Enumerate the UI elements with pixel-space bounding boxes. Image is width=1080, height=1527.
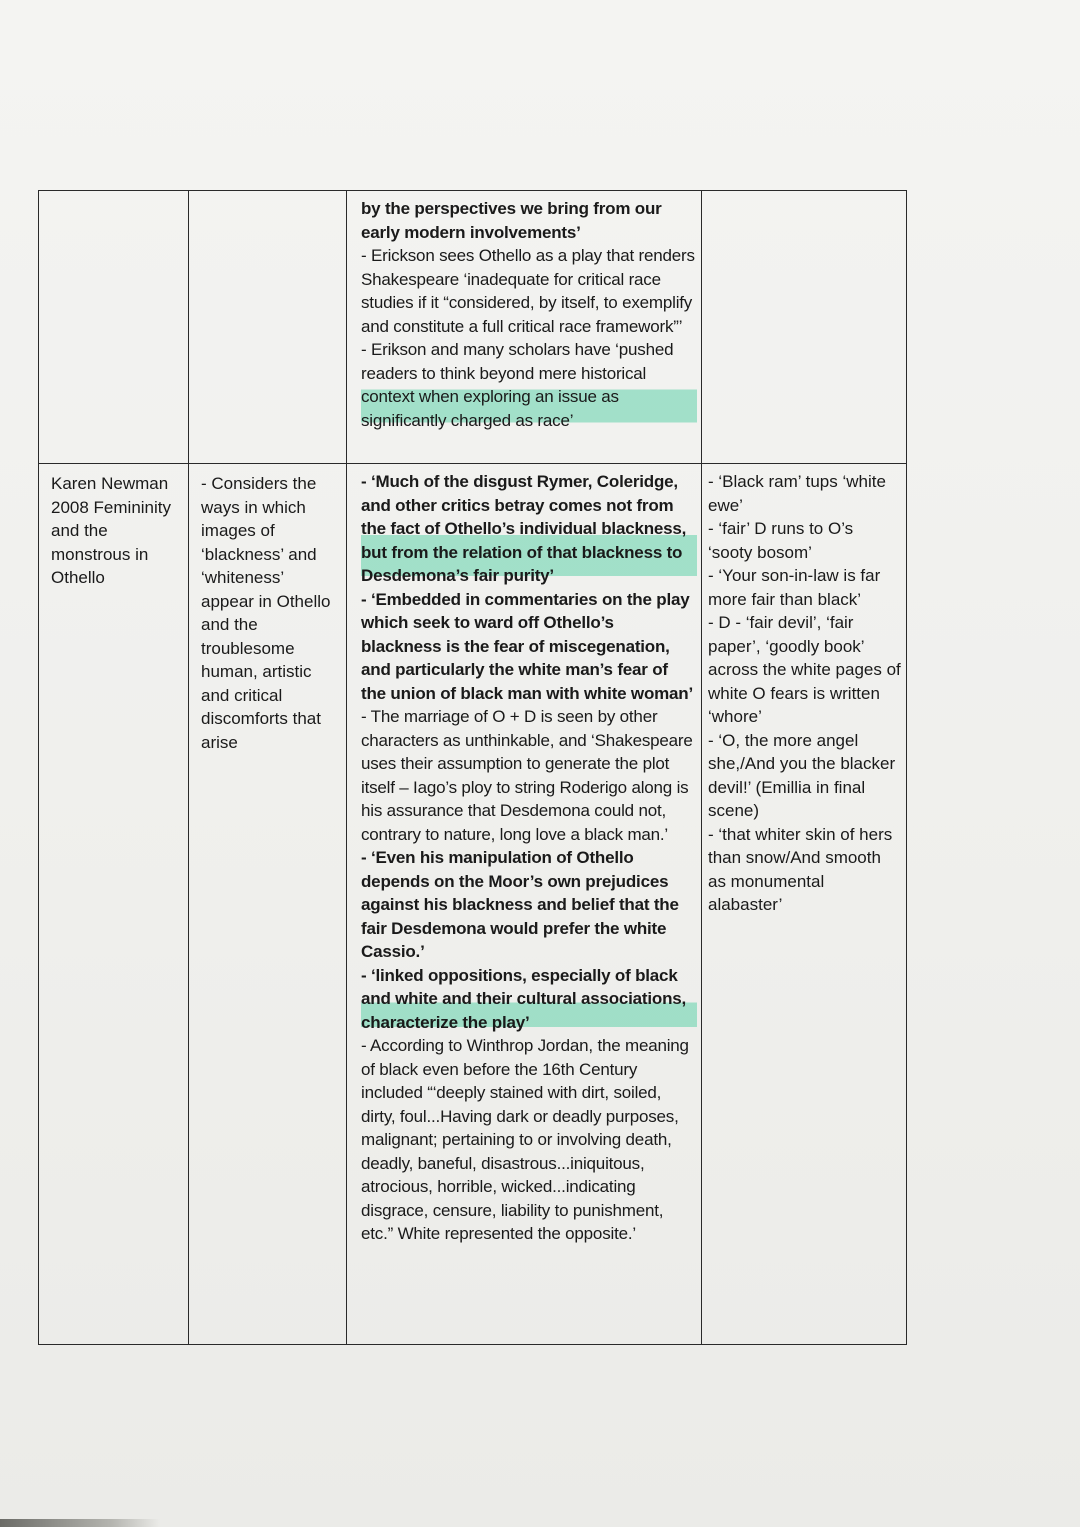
page-edge-shadow [0, 1519, 160, 1527]
quote-line: by the perspectives we bring from our early modern involvements’ [361, 199, 662, 242]
evidence-line: - ‘Black ram’ tups ‘white ewe’ [708, 472, 886, 515]
quote-line: - ‘Much of the disgust Rymer, Coleridge, and other critics betray comes not from the fact of Othello’s individual blackness, but from the relation of that blackness to Desdemona’s fair purity’ [361, 470, 697, 588]
quote-line: - ‘Embedded in commentaries on the play which seek to ward off Othello’s blackness is the fear of miscegenation, and particularly the white man’s fear of the union of black man with white woman’ [361, 589, 694, 703]
quote-line: - According to Winthrop Jordan, the meaning of black even before the 16th Century included “‘deeply stained with dirt, soiled, dirty, foul...Having dark or deadly purposes, malignant; pertaining to or involving death, deadly, baneful, disastrous...iniquitous, atrocious, horrible, wicked...indicating disgrace, censure, liability to punishment, etc.” White represented the opposite.’ [361, 1036, 689, 1243]
evidence-line: - ‘Your son-in-law is far more fair than black’ [708, 566, 881, 609]
summary-cell [189, 464, 347, 1345]
quote-line: - Erickson sees Othello as a play that renders Shakespeare ‘inadequate for critical race studies if it “considered, by itself, to exemplify and constitute a full critical race framework”’ [361, 246, 695, 336]
table-row-continuation [39, 191, 907, 464]
critic-name: Karen Newman 2008 Femininity and the monstrous in Othello [51, 474, 172, 587]
critic-cell [39, 464, 189, 1345]
evidence-cell-empty [702, 191, 907, 464]
quote-line: - ‘linked oppositions, especially of black and white and their cultural associations, characterize the play’ [361, 964, 697, 1035]
critic-cell-empty [39, 191, 189, 464]
table-row-newman [39, 464, 907, 1345]
evidence-line: - D - ‘fair devil’, ‘fair paper’, ‘goodly book’ across the white pages of white O fears is written ‘whore’ [708, 613, 901, 726]
quote-line: - ‘Even his manipulation of Othello depends on the Moor’s own prejudices against his blackness and belief that the fair Desdemona would prefer the white Cassio.’ [361, 848, 679, 961]
summary-cell-empty [189, 191, 347, 464]
quotes-cell [347, 191, 702, 464]
quote-line: - The marriage of O + D is seen by other characters as unthinkable, and ‘Shakespeare uses their assumption to generate the plot itself – Iago’s ploy to string Roderigo along is his assurance that Desdemona could not, contrary to nature, long love a black man.’ [361, 707, 693, 844]
evidence-line: - ‘O, the more angel she,/And you the blacker devil!’ (Emillia in final scene) [708, 730, 896, 820]
evidence-line: - ‘that whiter skin of hers than snow/And smooth as monumental alabaster’ [708, 824, 893, 914]
evidence-cell [702, 464, 907, 1345]
quotes-cell [347, 464, 702, 1345]
notes-table [38, 190, 907, 1345]
summary-text: - Considers the ways in which images of ‘blackness’ and ‘whiteness’ appear in Othello and the troublesome human, artistic and critical discomforts that arise [201, 474, 331, 752]
quote-line: - Erikson and many scholars have ‘pushed readers to think beyond mere historical context when exploring an issue as significantly charged as race’ [361, 338, 697, 432]
evidence-line: - ‘fair’ D runs to O’s ‘sooty bosom’ [708, 519, 854, 562]
